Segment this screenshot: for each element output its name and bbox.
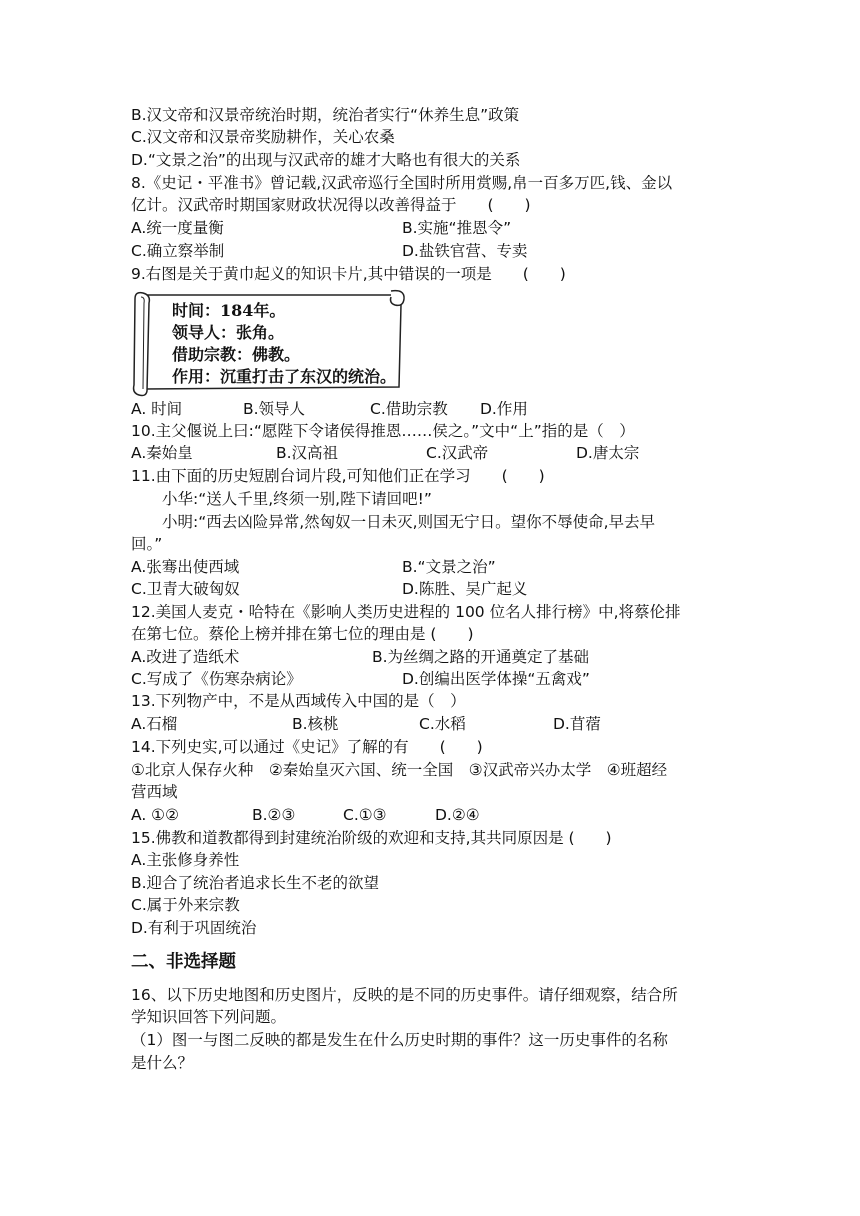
question-12: 12.美国人麦克・哈特在《影响人类历史进程的 100 位名人排行榜》中,将蔡伦排 [131,603,681,621]
q8-option-c: C.确立察举制 [131,242,225,260]
q12-option-b: B.为丝绸之路的开通奠定了基础 [372,648,590,666]
q14-option-b: B.②③ [252,806,296,824]
q13-option-a: A.石榴 [131,715,178,733]
q10-option-d: D.唐太宗 [576,444,640,462]
q15-option-a: A.主张修身养性 [131,851,240,869]
q14-option-d: D.②④ [435,806,480,824]
q12-option-d: D.创编出医学体操“五禽戏” [402,670,590,688]
question-10: 10.主父偃说上曰:“愿陛下令诸侯得推恩……侯之。”文中“上”指的是（ ） [131,422,635,440]
section-title: 二、非选择题 [131,952,236,972]
q11-dialogue-3: 回。” [131,535,163,553]
question-16: 16、以下历史地图和历史图片，反映的是不同的历史事件。请仔细观察，结合所 [131,986,678,1004]
q9-option-a: A. 时间 [131,400,183,418]
card-leader: 领导人：张角。 [172,323,285,342]
q13-option-b: B.核桃 [292,715,339,733]
q15-option-c: C.属于外来宗教 [131,896,240,914]
question-8-cont: 亿计。汉武帝时期国家财政状况得以改善得益于 ( ) [131,196,531,214]
card-religion: 借助宗教：佛教。 [172,345,301,364]
card-effect: 作用：沉重打击了东汉的统治。 [172,367,397,386]
question-15: 15.佛教和道教都得到封建统治阶级的欢迎和支持,其共同原因是 ( ) [131,829,612,847]
option-line-c: C.汉文帝和汉景帝奖励耕作，关心农桑 [131,128,395,146]
q8-option-b: B.实施“推恩令” [402,219,512,237]
question-13: 13.下列物产中，不是从西域传入中国的是（ ） [131,692,466,710]
q8-option-d: D.盐铁官营、专卖 [402,242,528,260]
q14-option-c: C.①③ [343,806,387,824]
q14-option-a: A. ①② [131,806,179,824]
question-14: 14.下列史实,可以通过《史记》了解的有 ( ) [131,738,483,756]
q11-dialogue-1: 小华:“送人千里,终须一别,陛下请回吧!” [131,490,432,508]
q8-option-a: A.统一度量衡 [131,219,224,237]
question-16-part1: （1）图一与图二反映的都是发生在什么历史时期的事件？这一历史事件的名称 [131,1031,668,1049]
question-16-part1-cont: 是什么？ [131,1054,194,1072]
q9-option-d: D.作用 [480,400,528,418]
q15-option-b: B.迎合了统治者追求长生不老的欲望 [131,874,380,892]
q10-option-b: B.汉高祖 [276,444,339,462]
q11-option-d: D.陈胜、吴广起义 [402,580,528,598]
q14-items: ①北京人保存火种 ②秦始皇灭六国、统一全国 ③汉武帝兴办太学 ④班超经 [131,761,668,779]
option-line-d: D.“文景之治”的出现与汉武帝的雄才大略也有很大的关系 [131,151,521,169]
q13-option-d: D.苜蓿 [553,715,601,733]
q11-dialogue-2: 小明:“西去凶险异常,然匈奴一日未灭,则国无宁日。望你不辱使命,早去早 [131,513,656,531]
q10-option-a: A.秦始皇 [131,444,193,462]
q12-option-c: C.写成了《伤寒杂病论》 [131,670,302,688]
q9-option-b: B.领导人 [243,400,306,418]
question-9: 9.右图是关于黄巾起义的知识卡片,其中错误的一项是 ( ) [131,265,566,283]
question-11: 11.由下面的历史短剧台词片段,可知他们正在学习 ( ) [131,467,545,485]
q11-option-c: C.卫青大破匈奴 [131,580,240,598]
q11-option-a: A.张骞出使西域 [131,558,240,576]
q10-option-c: C.汉武帝 [426,444,489,462]
q11-option-b: B.“文景之治” [402,558,496,576]
question-12-cont: 在第七位。蔡伦上榜并排在第七位的理由是 ( ) [131,625,474,643]
q14-items-cont: 营西域 [131,783,178,801]
question-16-cont: 学知识回答下列问题。 [131,1008,287,1026]
card-time: 时间：184年。 [172,301,286,320]
question-8: 8.《史记・平准书》曾记载,汉武帝巡行全国时所用赏赐,帛一百多万匹,钱、金以 [131,174,673,192]
q12-option-a: A.改进了造纸术 [131,648,240,666]
q15-option-d: D.有利于巩固统治 [131,919,257,937]
option-line-b: B.汉文帝和汉景帝统治时期，统治者实行“休养生息”政策 [131,106,520,124]
q13-option-c: C.水稻 [419,715,466,733]
q9-option-c: C.借助宗教 [370,400,448,418]
